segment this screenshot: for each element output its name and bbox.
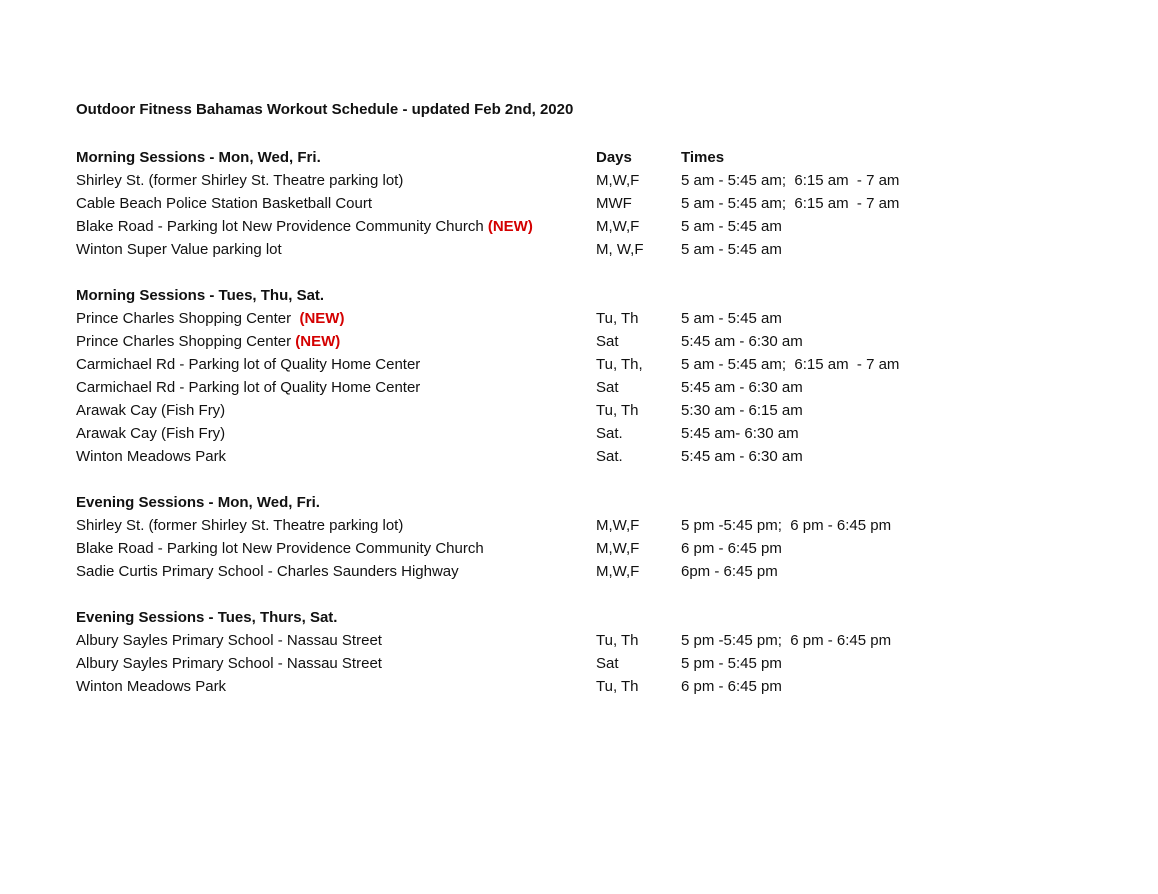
location-cell [76,378,420,397]
days-cell: M,W,F [596,563,640,580]
location-name: Carmichael Rd - Parking lot of Quality Home Center [76,356,421,373]
location-name: Cable Beach Police Station Basketball Court [76,195,373,212]
schedule-row [76,422,1076,445]
section-spacer [76,583,1076,606]
schedule-row [76,169,1076,192]
location-name: Arawak Cay (Fish Fry) [76,425,226,442]
days-cell: Tu, Th [596,632,639,649]
location-cell [76,355,420,374]
section-heading: Evening Sessions - Mon, Wed, Fri. [76,494,320,511]
location-name: Carmichael Rd - Parking lot of Quality Home Center [76,379,421,396]
location-cell [76,240,282,259]
days-cell: M,W,F [596,517,640,534]
schedule-row [76,652,1076,675]
section-header-row [76,146,1076,169]
section-spacer [76,261,1076,284]
schedule-row [76,192,1076,215]
location-cell [76,309,344,328]
schedule-row [76,307,1076,330]
location-name: Winton Meadows Park [76,678,227,695]
days-cell: Sat. [596,425,623,442]
times-cell: 6 pm - 6:45 pm [681,540,782,557]
location-cell [76,654,382,673]
location-name: Albury Sayles Primary School - Nassau Street [76,632,382,649]
location-name: Shirley St. (former Shirley St. Theatre parking lot) [76,517,404,534]
schedule-row [76,445,1076,468]
schedule-row [76,215,1076,238]
times-cell: 5 pm - 5:45 pm [681,655,782,672]
schedule-row [76,560,1076,583]
schedule-row [76,376,1076,399]
days-cell: Sat. [596,448,623,465]
section-heading: Morning Sessions - Mon, Wed, Fri. [76,149,321,166]
schedule-row [76,629,1076,652]
times-cell: 5 am - 5:45 am [681,218,782,235]
days-cell: Tu, Th [596,310,639,327]
location-name: Prince Charles Shopping Center [76,333,296,350]
times-cell: 6pm - 6:45 pm [681,563,778,580]
location-name: Blake Road - Parking lot New Providence Community Church [76,540,484,557]
days-cell: Sat [596,333,619,350]
times-cell: 5 am - 5:45 am; 6:15 am - 7 am [681,356,900,373]
location-name: Winton Meadows Park [76,448,227,465]
days-cell: M,W,F [596,540,640,557]
section-spacer [76,468,1076,491]
times-cell: 5:45 am - 6:30 am [681,448,803,465]
location-name: Prince Charles Shopping Center [76,310,300,327]
schedule-row [76,537,1076,560]
schedule-table [76,146,1076,698]
times-cell: 5 am - 5:45 am [681,241,782,258]
times-cell: 5:45 am - 6:30 am [681,379,803,396]
schedule-row [76,514,1076,537]
days-cell: Tu, Th [596,678,639,695]
times-cell: 5 am - 5:45 am; 6:15 am - 7 am [681,172,900,189]
times-cell: 5 pm -5:45 pm; 6 pm - 6:45 pm [681,517,892,534]
location-cell [76,562,459,581]
days-cell: Sat [596,655,619,672]
location-cell [76,516,403,535]
schedule-row [76,330,1076,353]
schedule-row [76,675,1076,698]
location-name: Albury Sayles Primary School - Nassau Street [76,655,382,672]
new-badge: (NEW) [487,218,533,235]
days-cell: Tu, Th, [596,356,643,373]
section-header-row [76,491,1076,514]
section-header-row [76,284,1076,307]
new-badge: (NEW) [299,310,345,327]
location-cell [76,424,225,443]
location-cell [76,677,226,696]
location-name: Sadie Curtis Primary School - Charles Saunders Highway [76,563,459,580]
times-column-header: Times [681,149,725,166]
schedule-row [76,238,1076,261]
location-name: Winton Super Value parking lot [76,241,282,258]
times-cell: 6 pm - 6:45 pm [681,678,782,695]
days-cell: Tu, Th [596,402,639,419]
location-cell [76,539,484,558]
times-cell: 5:45 am- 6:30 am [681,425,799,442]
days-cell: M,W,F [596,172,640,189]
location-name: Arawak Cay (Fish Fry) [76,402,226,419]
times-cell: 5 am - 5:45 am; 6:15 am - 7 am [681,195,900,212]
location-name: Shirley St. (former Shirley St. Theatre parking lot) [76,172,404,189]
days-cell: M, W,F [596,241,644,258]
location-cell [76,217,533,236]
location-cell [76,631,382,650]
location-cell [76,332,340,351]
days-cell: Sat [596,379,619,396]
section-header-row [76,606,1076,629]
page-title: Outdoor Fitness Bahamas Workout Schedule - updated Feb 2nd, 2020 [76,101,574,118]
schedule-row [76,399,1076,422]
times-cell: 5:45 am - 6:30 am [681,333,803,350]
times-cell: 5 am - 5:45 am [681,310,782,327]
days-cell: MWF [596,195,632,212]
times-cell: 5:30 am - 6:15 am [681,402,803,419]
new-badge: (NEW) [295,333,341,350]
section-heading: Morning Sessions - Tues, Thu, Sat. [76,287,325,304]
location-cell [76,401,225,420]
location-cell [76,171,403,190]
schedule-row [76,353,1076,376]
location-cell [76,447,226,466]
days-cell: M,W,F [596,218,640,235]
section-heading: Evening Sessions - Tues, Thurs, Sat. [76,609,338,626]
times-cell: 5 pm -5:45 pm; 6 pm - 6:45 pm [681,632,892,649]
location-cell [76,194,372,213]
location-name: Blake Road - Parking lot New Providence Community Church [76,218,488,235]
days-column-header: Days [596,149,632,166]
